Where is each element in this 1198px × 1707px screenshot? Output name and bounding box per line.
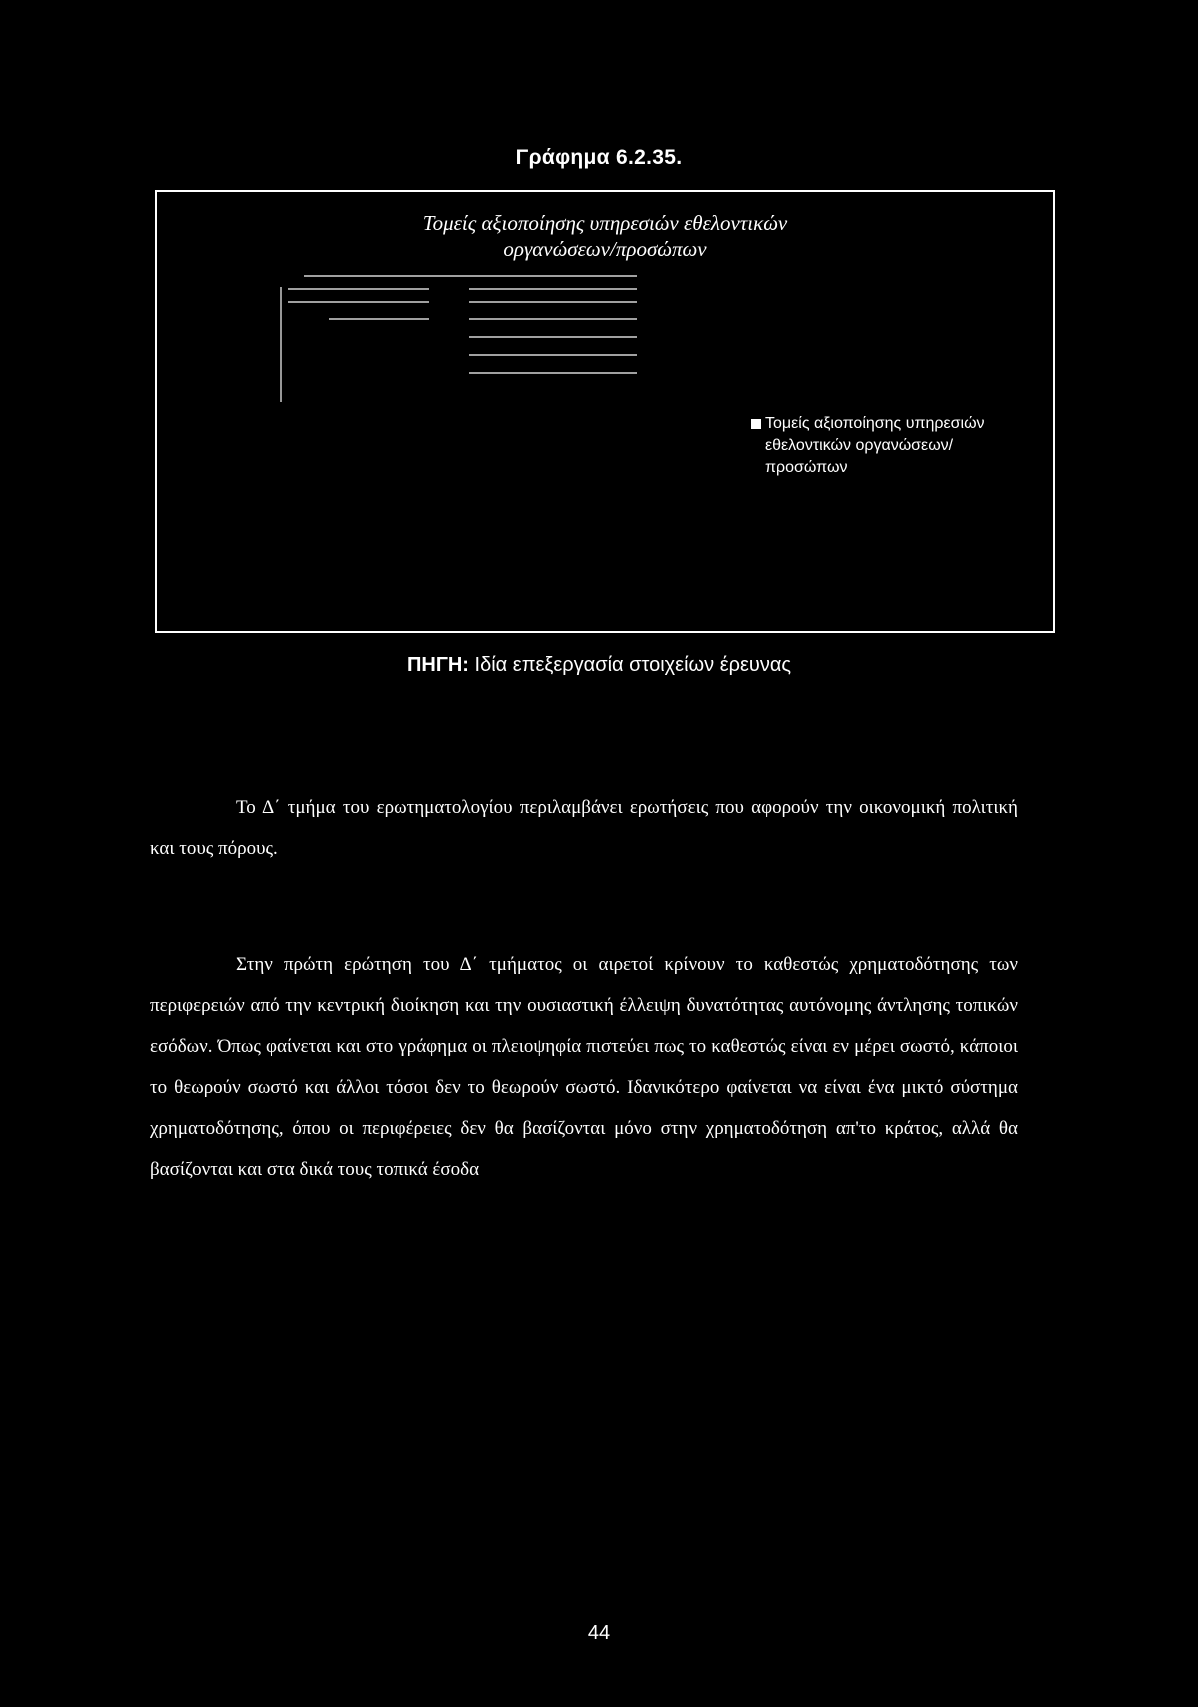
chart-title-line-1: Τομείς αξιοποίησης υπηρεσιών εθελοντικών — [422, 211, 788, 235]
chart-plot-area — [157, 192, 1053, 631]
legend-label: Τομείς αξιοποίησης υπηρεσιών εθελοντικών οργανώσεων/προσώπων — [765, 415, 985, 476]
source-note — [0, 654, 1198, 677]
chart-frame — [155, 190, 1055, 633]
paragraph-2: Στην πρώτη ερώτηση του Δ΄ τμήματος οι αιρετοί κρίνουν το καθεστώς χρηματοδότησης των περιφερειών από την κεντρική διοίκηση και την ουσιαστική έλλειψη δυνατότητας αυτόνομης άντλησης τοπικών εσόδων. Όπως φαίνεται και στο γράφημα οι πλειοψηφία πιστεύει πως το καθεστώς είναι εν μέρει σωστό, κάποιοι το θεωρούν σωστό και άλλοι τόσοι δεν το θεωρούν σωστό. Ιδανικότερο φαίνεται να είναι ένα μικτό σύστημα χρηματοδότησης, όπου οι περιφέρειες δεν θα βασίζονται μόνο στην χρηματοδότηση απ'το κράτος, αλλά θα βασίζονται και στα δικά τους τοπικά έσοδα — [150, 954, 1018, 1180]
page-number: 44 — [587, 1622, 611, 1644]
figure-label: Γράφημα 6.2.35. — [515, 146, 683, 169]
chart-legend — [751, 413, 1025, 479]
paragraph-1: Το Δ΄ τμήμα του ερωτηματολογίου περιλαμβάνει ερωτήσεις που αφορούν την οικονομική πολιτική και τους πόρους. — [150, 797, 1018, 859]
chart-title-line-2: οργανώσεων/προσώπων — [503, 237, 707, 261]
source-text: Ιδία επεξεργασία στοιχείων έρευνας — [474, 654, 792, 676]
source-label: ΠΗΓΗ: — [406, 654, 469, 676]
legend-swatch — [751, 419, 761, 429]
